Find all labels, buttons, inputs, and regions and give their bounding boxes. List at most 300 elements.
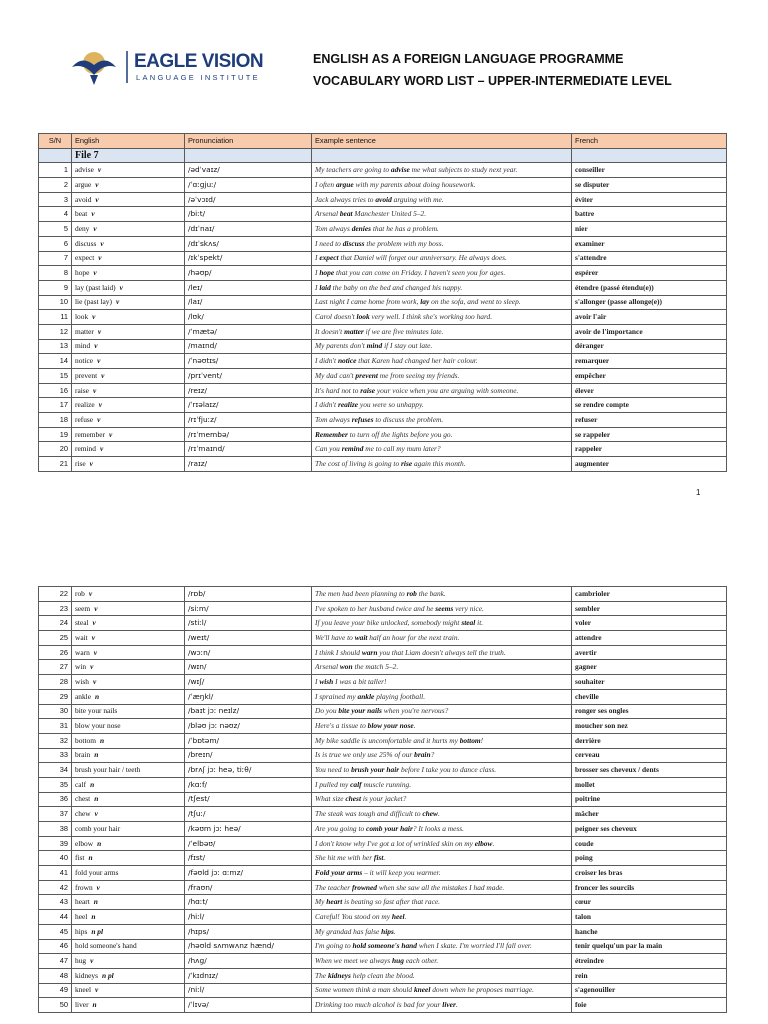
english-word xyxy=(72,689,185,704)
example-sentence xyxy=(312,836,572,851)
pronunciation: /ˈbɒtəm/ xyxy=(185,733,312,748)
pronunciation: /maɪnd/ xyxy=(185,339,312,354)
example-sentence xyxy=(312,939,572,954)
pronunciation: /breɪn/ xyxy=(185,748,312,763)
english-word xyxy=(72,163,185,178)
french-translation: talon xyxy=(572,910,727,925)
vocab-row xyxy=(39,251,727,266)
pronunciation: /hɪps/ xyxy=(185,924,312,939)
example-post: me from seeing my friends. xyxy=(377,370,460,380)
vocab-row xyxy=(39,222,727,237)
word-text: deny xyxy=(75,223,90,233)
vocab-row xyxy=(39,836,727,851)
example-keyword: beat xyxy=(339,209,353,219)
french-translation: tenir quelqu'un par la main xyxy=(572,939,727,954)
example-post: each other. xyxy=(403,956,439,966)
english-word xyxy=(72,413,185,428)
part-of-speech: v xyxy=(92,676,97,686)
part-of-speech: v xyxy=(94,603,98,613)
pronunciation: /ˈrɪəlaɪz/ xyxy=(185,398,312,413)
example-keyword: notice xyxy=(337,356,357,366)
example-sentence xyxy=(312,880,572,895)
vocab-row xyxy=(39,601,727,616)
example-sentence xyxy=(312,339,572,354)
part-of-speech: n xyxy=(91,911,96,921)
example-keyword: wait xyxy=(354,632,368,642)
example-sentence xyxy=(312,895,572,910)
french-translation: hanche xyxy=(572,924,727,939)
example-sentence xyxy=(312,383,572,398)
pronunciation: /laɪ/ xyxy=(185,295,312,310)
row-number: 26 xyxy=(39,645,72,660)
example-post: very well. I think she's working too hard. xyxy=(369,312,493,322)
example-post: down when he proposes marriage. xyxy=(430,985,534,995)
pronunciation: /stiːl/ xyxy=(185,616,312,631)
part-of-speech: v xyxy=(98,400,102,410)
example-post: your voice when you are arguing with someone. xyxy=(375,385,519,395)
part-of-speech: n pl xyxy=(91,926,104,936)
row-number: 22 xyxy=(39,587,72,602)
vocab-row xyxy=(39,178,727,193)
word-text: hold someone's hand xyxy=(75,941,137,951)
example-keyword: argue xyxy=(335,179,354,189)
example-post: . xyxy=(404,911,407,921)
english-word xyxy=(72,369,185,384)
example-keyword: denies xyxy=(351,223,371,233)
english-word xyxy=(72,236,185,251)
word-text: liver xyxy=(75,1000,89,1010)
part-of-speech: v xyxy=(115,297,120,307)
row-number: 37 xyxy=(39,807,72,822)
word-text: rise xyxy=(75,458,86,468)
example-sentence xyxy=(312,427,572,442)
row-number: 4 xyxy=(39,207,72,222)
word-text: steal xyxy=(75,618,89,628)
pronunciation: /wɪn/ xyxy=(185,660,312,675)
pronunciation: /hʌɡ/ xyxy=(185,954,312,969)
word-text: fold your arms xyxy=(75,867,119,877)
example-post: you that Liam doesn't always tell the truth. xyxy=(377,647,506,657)
vocab-row xyxy=(39,427,727,442)
example-keyword: lay xyxy=(420,297,430,307)
example-sentence xyxy=(312,398,572,413)
french-translation: avoir l'air xyxy=(572,310,727,325)
english-word xyxy=(72,339,185,354)
example-keyword: steal xyxy=(461,618,476,628)
word-text: fist xyxy=(75,853,85,863)
row-number: 9 xyxy=(39,280,72,295)
example-post: me to call my mum later? xyxy=(363,444,441,454)
example-sentence xyxy=(312,968,572,983)
example-post: you were so unhappy. xyxy=(358,400,424,410)
example-keyword: liver xyxy=(442,1000,456,1010)
part-of-speech: n xyxy=(90,779,95,789)
row-number: 15 xyxy=(39,369,72,384)
example-sentence xyxy=(312,457,572,472)
row-number: 29 xyxy=(39,689,72,704)
pronunciation: /ˈkɪdnɪz/ xyxy=(185,968,312,983)
example-pre: The men had been planning to xyxy=(315,588,407,598)
part-of-speech: v xyxy=(91,632,96,642)
word-text: blow your nose xyxy=(75,721,121,731)
english-word xyxy=(72,968,185,983)
example-keyword: matter xyxy=(344,326,364,336)
example-keyword: kneel xyxy=(413,985,431,995)
part-of-speech: v xyxy=(94,809,98,819)
word-text: wish xyxy=(75,676,89,686)
word-text: lay (past laid) xyxy=(75,282,116,292)
vocab-row xyxy=(39,442,727,457)
word-text: brain xyxy=(75,750,91,760)
pronunciation: /wɔːn/ xyxy=(185,645,312,660)
part-of-speech: v xyxy=(93,268,97,278)
example-keyword: calf xyxy=(350,779,362,789)
example-sentence xyxy=(312,924,572,939)
example-pre: I need to xyxy=(315,238,343,248)
row-number: 25 xyxy=(39,631,72,646)
english-word xyxy=(72,192,185,207)
example-pre: The cost of living is going to xyxy=(315,458,402,468)
example-keyword: brain xyxy=(414,750,431,760)
part-of-speech: v xyxy=(97,165,102,175)
vocab-row xyxy=(39,792,727,807)
french-translation: nier xyxy=(572,222,727,237)
row-number: 33 xyxy=(39,748,72,763)
row-number: 30 xyxy=(39,704,72,719)
example-pre: It doesn't xyxy=(315,326,345,336)
example-post: I was a bit taller! xyxy=(333,676,387,686)
row-number: 19 xyxy=(39,427,72,442)
example-keyword: refuses xyxy=(351,414,374,424)
example-sentence xyxy=(312,807,572,822)
row-number: 40 xyxy=(39,851,72,866)
vocabulary-table-page-1 xyxy=(38,133,727,472)
row-number: 20 xyxy=(39,442,72,457)
row-number: 24 xyxy=(39,616,72,631)
english-word xyxy=(72,733,185,748)
example-post: arguing with me. xyxy=(391,194,444,204)
row-number: 44 xyxy=(39,910,72,925)
word-text: seem xyxy=(75,603,91,613)
french-translation: refuser xyxy=(572,413,727,428)
example-keyword: laid xyxy=(319,282,331,292)
example-keyword: remind xyxy=(341,444,364,454)
example-post: . xyxy=(492,838,495,848)
row-number: 21 xyxy=(39,457,72,472)
pronunciation: /fɪst/ xyxy=(185,851,312,866)
word-text: heart xyxy=(75,897,90,907)
pronunciation: /biːt/ xyxy=(185,207,312,222)
row-number: 43 xyxy=(39,895,72,910)
french-translation: se rappeler xyxy=(572,427,727,442)
row-number: 49 xyxy=(39,983,72,998)
table-header-row xyxy=(39,134,727,149)
part-of-speech: n xyxy=(94,750,99,760)
french-translation: gagner xyxy=(572,660,727,675)
row-number: 17 xyxy=(39,398,72,413)
row-number: 42 xyxy=(39,880,72,895)
example-pre: I think I should xyxy=(315,647,362,657)
example-pre: My parents don't xyxy=(315,341,367,351)
vocab-row xyxy=(39,339,727,354)
row-number: 45 xyxy=(39,924,72,939)
vocab-row xyxy=(39,280,727,295)
example-pre: The teacher xyxy=(315,882,352,892)
example-keyword: hold someone's hand xyxy=(352,941,417,951)
example-pre: My xyxy=(315,897,327,907)
vocab-row xyxy=(39,895,727,910)
french-translation: rein xyxy=(572,968,727,983)
example-post: ! xyxy=(480,735,484,745)
example-sentence xyxy=(312,660,572,675)
french-translation: s'allonger (passe allonge(e)) xyxy=(572,295,727,310)
row-number: 10 xyxy=(39,295,72,310)
example-pre: Careful! You stood on my xyxy=(315,911,392,921)
row-number: 6 xyxy=(39,236,72,251)
french-translation: mâcher xyxy=(572,807,727,822)
vocab-row xyxy=(39,851,727,866)
list-title: VOCABULARY WORD LIST – UPPER-INTERMEDIATE LEVEL xyxy=(313,74,672,88)
vocab-row xyxy=(39,192,727,207)
vocab-row xyxy=(39,324,727,339)
example-pre: Tom always xyxy=(315,223,352,233)
row-number: 1 xyxy=(39,163,72,178)
example-post: very nice. xyxy=(453,603,484,613)
example-sentence xyxy=(312,748,572,763)
english-word xyxy=(72,324,185,339)
word-text: hope xyxy=(75,268,90,278)
example-keyword: advise xyxy=(390,165,410,175)
example-sentence xyxy=(312,354,572,369)
english-word xyxy=(72,895,185,910)
example-pre: What size xyxy=(315,794,346,804)
example-keyword: fist xyxy=(373,853,384,863)
example-pre: She hit me with her xyxy=(315,853,374,863)
example-sentence xyxy=(312,251,572,266)
english-word xyxy=(72,880,185,895)
english-word xyxy=(72,983,185,998)
vocab-row xyxy=(39,587,727,602)
vocab-row xyxy=(39,266,727,281)
example-pre: Carol doesn't xyxy=(315,312,357,322)
example-keyword: realize xyxy=(337,400,359,410)
example-keyword: bottom xyxy=(459,735,481,745)
row-number: 48 xyxy=(39,968,72,983)
example-post: that he has a problem. xyxy=(371,223,439,233)
row-number: 38 xyxy=(39,822,72,837)
vocab-row xyxy=(39,924,727,939)
vocab-row xyxy=(39,763,727,778)
french-translation: ronger ses ongles xyxy=(572,704,727,719)
example-sentence xyxy=(312,324,572,339)
example-pre: Drinking too much alcohol is bad for your xyxy=(315,1000,443,1010)
row-number: 39 xyxy=(39,836,72,851)
english-word xyxy=(72,924,185,939)
french-translation: sembler xyxy=(572,601,727,616)
example-keyword: Fold your arms xyxy=(315,867,363,877)
french-translation: moucher son nez xyxy=(572,719,727,734)
english-word xyxy=(72,295,185,310)
example-post: . xyxy=(393,926,396,936)
row-number: 28 xyxy=(39,675,72,690)
example-post: that Daniel will forget our anniversary. He always does. xyxy=(338,253,507,263)
example-pre: I sprained my xyxy=(315,691,358,701)
part-of-speech: v xyxy=(96,882,100,892)
english-word xyxy=(72,645,185,660)
example-sentence xyxy=(312,822,572,837)
english-word xyxy=(72,310,185,325)
pronunciation: /baɪt jɔː neɪlz/ xyxy=(185,704,312,719)
programme-title: ENGLISH AS A FOREIGN LANGUAGE PROGRAMME xyxy=(313,52,624,66)
pronunciation: /dɪˈskʌs/ xyxy=(185,236,312,251)
pronunciation: /ˈnəʊtɪs/ xyxy=(185,354,312,369)
pronunciation: /leɪ/ xyxy=(185,280,312,295)
example-pre: Do you xyxy=(315,706,339,716)
example-sentence xyxy=(312,266,572,281)
pronunciation: /kəʊm jɔː heə/ xyxy=(185,822,312,837)
example-pre: My grandad has false xyxy=(315,926,382,936)
english-word xyxy=(72,954,185,969)
word-text: hug xyxy=(75,956,87,966)
english-word xyxy=(72,910,185,925)
example-pre: I didn't xyxy=(315,400,338,410)
row-number: 11 xyxy=(39,310,72,325)
example-pre: You need to xyxy=(315,765,352,775)
vocab-row xyxy=(39,733,727,748)
word-text: argue xyxy=(75,179,92,189)
french-translation: battre xyxy=(572,207,727,222)
part-of-speech: v xyxy=(91,209,95,219)
pronunciation: /ədˈvaɪz/ xyxy=(185,163,312,178)
vocab-row xyxy=(39,660,727,675)
example-post: . xyxy=(437,809,440,819)
french-translation: avertir xyxy=(572,645,727,660)
col-header-example: Example sentence xyxy=(312,134,572,149)
example-sentence xyxy=(312,719,572,734)
row-number: 14 xyxy=(39,354,72,369)
english-word xyxy=(72,427,185,442)
word-text: remember xyxy=(75,429,105,439)
example-keyword: ankle xyxy=(357,691,375,701)
example-pre: I xyxy=(315,253,320,263)
french-translation: se rendre compte xyxy=(572,398,727,413)
part-of-speech: v xyxy=(88,588,93,598)
example-keyword: wish xyxy=(319,676,334,686)
word-text: matter xyxy=(75,326,94,336)
part-of-speech: n xyxy=(94,794,99,804)
part-of-speech: v xyxy=(97,414,101,424)
example-post: to turn off the lights before you go. xyxy=(347,429,453,439)
row-number: 31 xyxy=(39,719,72,734)
example-post: that Karen had changed her hair colour. xyxy=(356,356,478,366)
word-text: ankle xyxy=(75,691,92,701)
vocab-row xyxy=(39,369,727,384)
vocab-row xyxy=(39,748,727,763)
example-sentence xyxy=(312,631,572,646)
row-number: 8 xyxy=(39,266,72,281)
example-post: if I stay out late. xyxy=(382,341,433,351)
part-of-speech: v xyxy=(90,662,94,672)
word-text: realize xyxy=(75,400,95,410)
vocab-row xyxy=(39,295,727,310)
row-number: 36 xyxy=(39,792,72,807)
example-post: . xyxy=(383,853,386,863)
example-pre: It's hard not to xyxy=(315,385,361,395)
col-header-english: English xyxy=(72,134,185,149)
french-translation: cerveau xyxy=(572,748,727,763)
pronunciation: /fəʊld jɔː ɑːmz/ xyxy=(185,866,312,881)
english-word xyxy=(72,266,185,281)
example-sentence xyxy=(312,777,572,792)
example-post: playing football. xyxy=(374,691,426,701)
vocab-row xyxy=(39,616,727,631)
english-word xyxy=(72,851,185,866)
example-post: – it will keep you warmer. xyxy=(362,867,441,877)
example-pre: Can you xyxy=(315,444,342,454)
vocab-row xyxy=(39,968,727,983)
part-of-speech: v xyxy=(93,647,98,657)
english-word xyxy=(72,998,185,1013)
example-post: it. xyxy=(475,618,484,628)
example-sentence xyxy=(312,616,572,631)
example-keyword: hope xyxy=(319,268,335,278)
example-keyword: discuss xyxy=(342,238,365,248)
example-pre: I xyxy=(315,268,320,278)
example-pre: I pulled my xyxy=(315,779,351,789)
word-text: prevent xyxy=(75,370,98,380)
example-sentence xyxy=(312,192,572,207)
part-of-speech: v xyxy=(108,429,113,439)
word-text: chew xyxy=(75,809,91,819)
pronunciation: /ˈlɪvə/ xyxy=(185,998,312,1013)
example-keyword: chew xyxy=(422,809,438,819)
example-sentence xyxy=(312,163,572,178)
example-post: to discuss the problem. xyxy=(373,414,444,424)
example-post: is beating so fast after that race. xyxy=(342,897,441,907)
english-word xyxy=(72,587,185,602)
example-keyword: won xyxy=(339,662,353,672)
part-of-speech: n xyxy=(95,691,100,701)
word-text: wait xyxy=(75,632,88,642)
row-number: 32 xyxy=(39,733,72,748)
example-sentence xyxy=(312,280,572,295)
example-sentence xyxy=(312,310,572,325)
row-number: 41 xyxy=(39,866,72,881)
example-post: if we are five minutes late. xyxy=(363,326,444,336)
pronunciation: /tʃuː/ xyxy=(185,807,312,822)
example-keyword: avoid xyxy=(375,194,392,204)
vocab-row xyxy=(39,910,727,925)
word-text: advise xyxy=(75,165,94,175)
vocabulary-table-page-2 xyxy=(38,586,727,1013)
part-of-speech: v xyxy=(95,985,99,995)
english-word xyxy=(72,383,185,398)
example-keyword: expect xyxy=(319,253,339,263)
row-number: 35 xyxy=(39,777,72,792)
example-post: the match 5–2. xyxy=(352,662,399,672)
part-of-speech: v xyxy=(100,238,104,248)
french-translation: élever xyxy=(572,383,727,398)
example-keyword: brush your hair xyxy=(351,765,400,775)
french-translation: cœur xyxy=(572,895,727,910)
vocab-row xyxy=(39,354,727,369)
french-translation: se disputer xyxy=(572,178,727,193)
pronunciation: /ɪkˈspekt/ xyxy=(185,251,312,266)
file-section-label: File 7 xyxy=(72,148,185,163)
example-keyword: look xyxy=(356,312,370,322)
example-pre: I xyxy=(315,282,320,292)
row-number: 3 xyxy=(39,192,72,207)
